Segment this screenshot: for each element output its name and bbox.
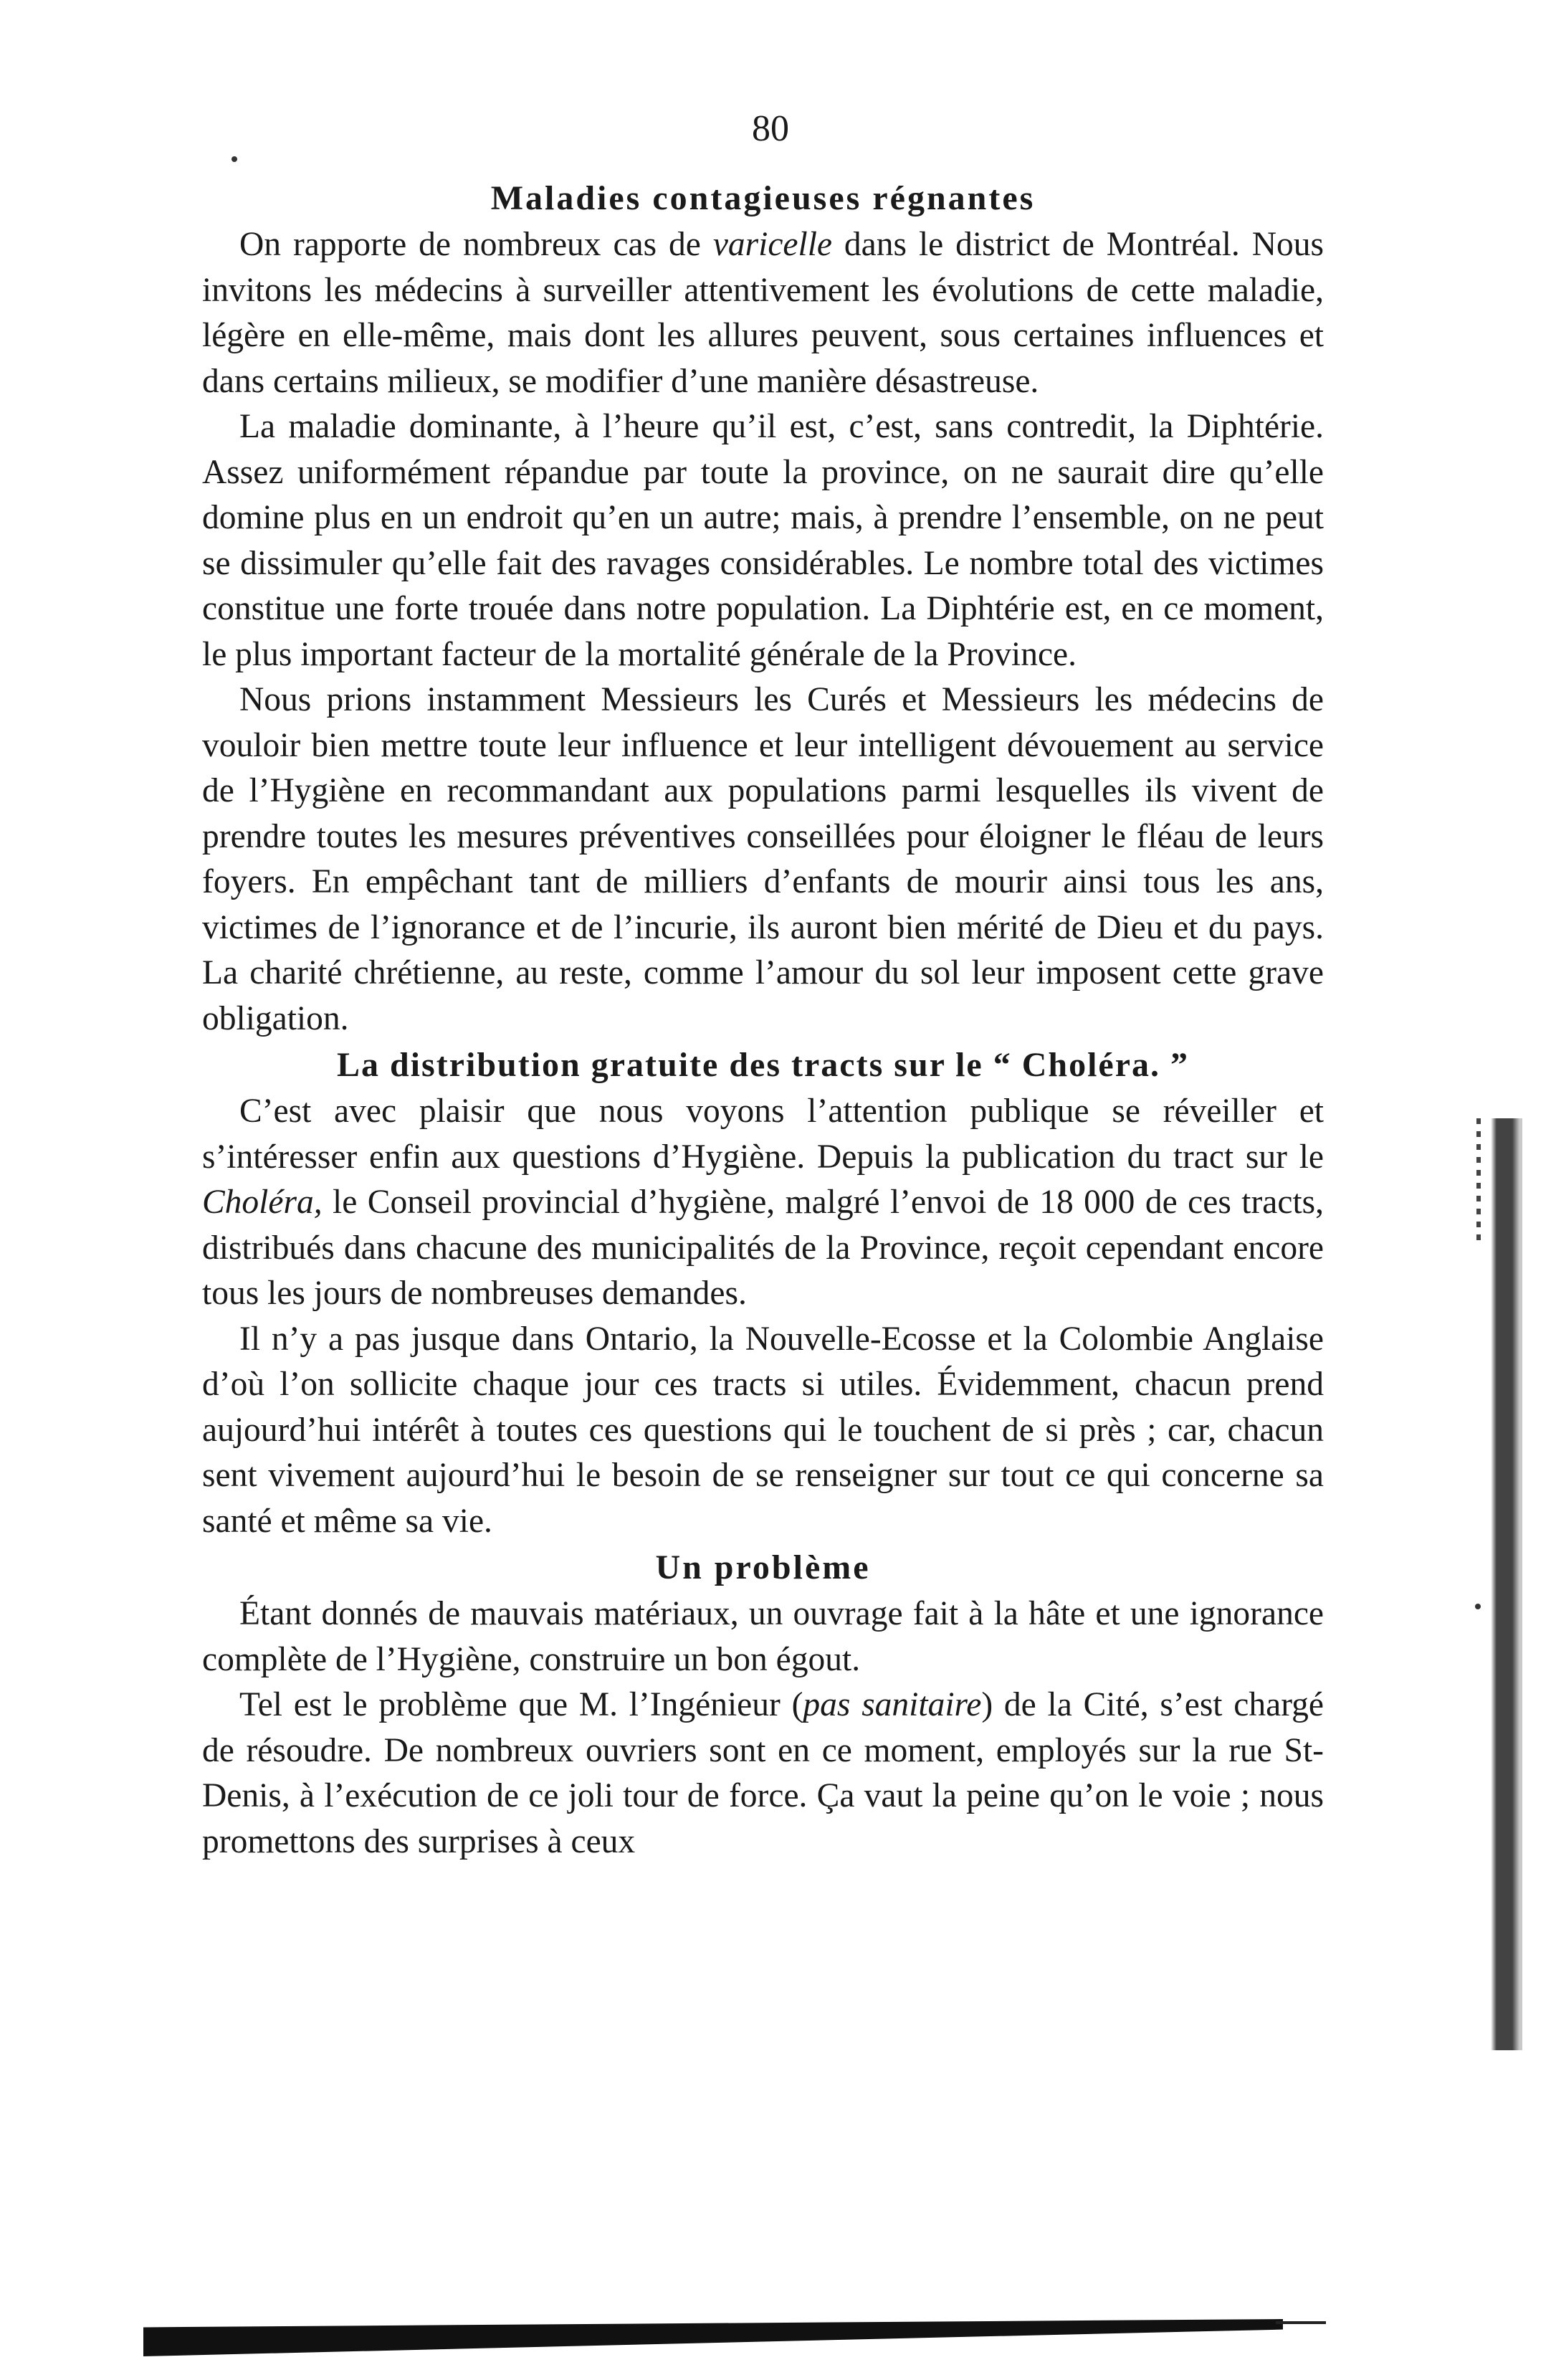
italic-term: pas sanitaire (803, 1686, 982, 1723)
edge-shadow (1476, 1118, 1481, 1247)
paragraph: Tel est le problème que M. l’Ingénieur (pas sanitaire) de la Cité, s’est chargé de résoudre. De nombreux ouvriers sont en ce moment, employés sur la rue St-Denis, à l’exécution de ce joli tour de force. Ça vaut la peine qu’on le voie ; nous promettons des surprises à ceux (202, 1686, 1324, 1860)
paragraph: On rapporte de nombreux cas de varicelle dans le district de Montréal. Nous invitons les médecins à surveiller attentivement les évolutions de cette maladie, légère en elle-même, mais dont les allures peuvent, sous certaines influences et dans certains milieux, se modifier d’une manière désastreuse. (202, 226, 1324, 400)
edge-shadow (1491, 1118, 1522, 2050)
bottom-rule-tail (1276, 2321, 1326, 2324)
heading-distribution-tracts: La distribution gratuite des tracts sur le “ Choléra. ” (336, 1046, 1190, 1084)
heading-maladies: Maladies contagieuses régnantes (490, 179, 1036, 217)
paragraph: Étant donnés de mauvais matériaux, un ouvrage fait à la hâte et une ignorance complète de l’Hygiène, construire un bon égout. (202, 1595, 1324, 1678)
bottom-rule (143, 2319, 1283, 2356)
speck-mark (1475, 1604, 1481, 1609)
page-number: 80 (752, 108, 789, 149)
italic-term: varicelle (712, 226, 832, 263)
paragraph: La maladie dominante, à l’heure qu’il est, c’est, sans contredit, la Diphtérie. Assez uniformément répandue par toute la province, on ne saurait dire qu’elle domine plus en un endroit qu’en un autre; mais, à prendre l’ensemble, on ne peut se dissimuler qu’elle fait des ravages considérables. Le nombre total des victimes constitue une forte trouée dans notre population. La Diphtérie est, en ce moment, le plus important facteur de la mortalité générale de la Province. (202, 408, 1324, 673)
italic-term: Choléra, (202, 1184, 323, 1221)
paragraph: Il n’y a pas jusque dans Ontario, la Nouvelle-Ecosse et la Colombie Anglaise d’où l’on sollicite chaque jour ces tracts si utiles. Évidemment, chacun prend aujourd’hui intérêt à toutes ces questions qui le touchent de si près ; car, chacun sent vivement aujourd’hui le besoin de se renseigner sur tout ce qui concerne sa santé et même sa vie. (202, 1320, 1324, 1540)
paragraph: Nous prions instamment Messieurs les Curés et Messieurs les médecins de vouloir bien mettre toute leur influence et leur intelligent dévouement au service de l’Hygiène en recommandant aux populations parmi lesquelles ils vivent de prendre toutes les mesures préventives conseillées pour éloigner le fléau de leurs foyers. En empêchant tant de milliers d’enfants de mourir ainsi tous les ans, victimes de l’ignorance et de l’incurie, ils auront bien mérité de Dieu et du pays. La charité chrétienne, au reste, comme l’amour du sol leur imposent cette grave obligation. (202, 681, 1324, 1037)
speck-mark (232, 156, 237, 162)
paragraph: C’est avec plaisir que nous voyons l’attention publique se réveiller et s’intéresser enfin aux questions d’Hygiène. Depuis la publication du tract sur le Choléra, le Conseil provincial d’hygiène, malgré l’envoi de 18 000 de ces tracts, distribués dans chacune des municipalités de la Province, reçoit cependant encore tous les jours de nombreuses demandes. (202, 1093, 1324, 1312)
text-column (202, 175, 1324, 1865)
heading-un-probleme: Un problème (655, 1548, 871, 1586)
